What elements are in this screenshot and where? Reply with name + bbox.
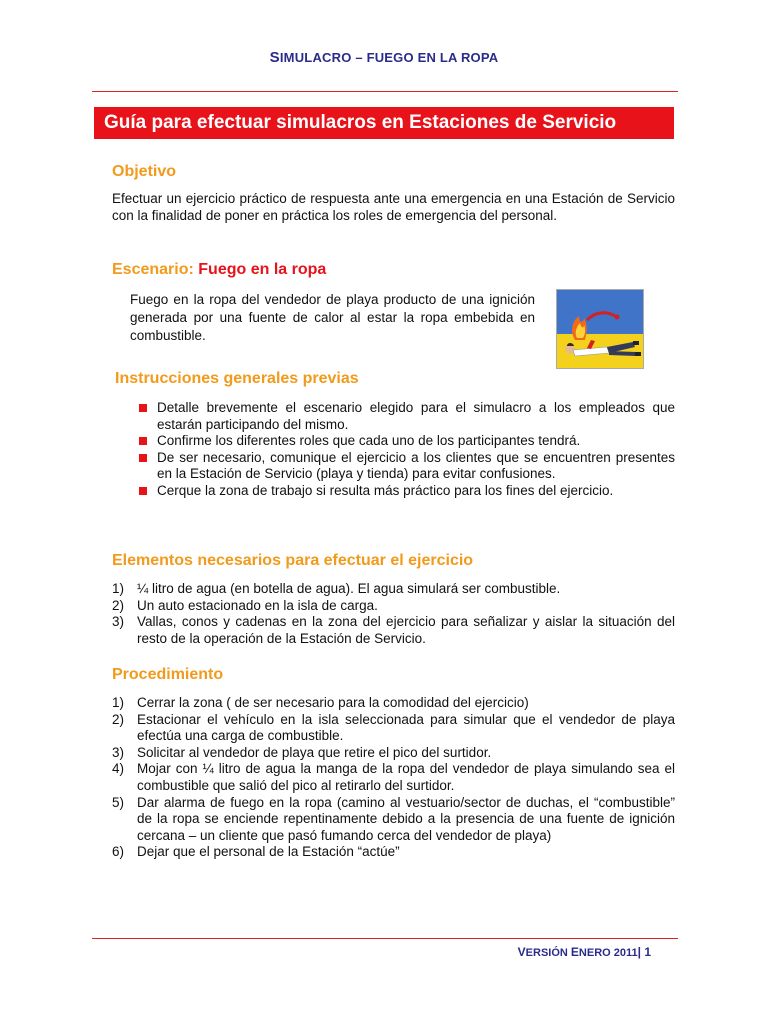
list-item-text: Dar alarma de fuego en la ropa (camino al vestuario/sector de duchas, el “combustible” de la ropa se enciende repentinamente debido a la presencia de una fuente de ignición cercana – un cliente que pasó fumando cerca del vendedor de playa) bbox=[137, 794, 675, 843]
objetivo-text: Efectuar un ejercicio práctico de respuesta ante una emergencia en una Estación de Servicio con la finalidad de poner en práctica los roles de emergencia del personal. bbox=[112, 191, 675, 223]
banner-title: Guía para efectuar simulacros en Estaciones de Servicio bbox=[104, 112, 617, 133]
header-rule bbox=[92, 91, 678, 92]
list-number: 3) bbox=[112, 744, 125, 760]
list-number: 5) bbox=[112, 794, 125, 810]
list-item bbox=[136, 433, 675, 450]
objetivo-heading: Objetivo bbox=[112, 163, 177, 180]
list-number: 1) bbox=[112, 695, 125, 710]
instrucciones-list bbox=[136, 400, 675, 499]
list-item bbox=[136, 400, 675, 433]
list-item bbox=[112, 614, 675, 647]
footer-e-initial: E bbox=[570, 945, 579, 959]
header-title-initial: S bbox=[269, 49, 280, 66]
list-item-text: De ser necesario, comunique el ejercicio a los clientes que se encuentren presentes en la Estación de Servicio (playa y tienda) para evitar confusiones. bbox=[157, 449, 675, 481]
list-number: 6) bbox=[112, 844, 125, 860]
list-number: 4) bbox=[112, 761, 125, 777]
red-square-bullet-icon bbox=[139, 487, 147, 495]
escenario-label: Escenario: bbox=[112, 261, 194, 278]
list-item-text: Un auto estacionado en la isla de carga. bbox=[137, 597, 378, 613]
list-item-text: ¼ litro de agua (en botella de agua). El agua simulará ser combustible. bbox=[137, 581, 561, 596]
footer-page-number: | 1 bbox=[637, 945, 651, 959]
escenario-value: Fuego en la ropa bbox=[198, 261, 327, 278]
document-header-title bbox=[0, 49, 768, 66]
list-item bbox=[136, 483, 675, 500]
list-item-text: Detalle brevemente el escenario elegido para el simulacro a los empleados que estarán participando del mismo. bbox=[157, 400, 675, 432]
list-number: 1) bbox=[112, 581, 125, 596]
footer-rule bbox=[92, 938, 678, 939]
person-on-fire-illustration bbox=[557, 290, 644, 369]
list-item bbox=[112, 745, 675, 762]
footer-v-initial: V bbox=[517, 945, 526, 959]
list-item-text: Confirme los diferentes roles que cada uno de los participantes tendrá. bbox=[157, 433, 581, 448]
list-item bbox=[112, 581, 675, 598]
list-item bbox=[112, 598, 675, 615]
procedimiento-heading: Procedimiento bbox=[112, 666, 224, 683]
footer-v-rest: ERSIÓN bbox=[525, 947, 571, 959]
guide-banner bbox=[94, 107, 674, 139]
list-item bbox=[112, 844, 675, 861]
footer-version bbox=[0, 945, 651, 959]
list-item bbox=[112, 761, 675, 794]
elementos-heading: Elementos necesarios para efectuar el ejercicio bbox=[112, 552, 474, 569]
instrucciones-heading: Instrucciones generales previas bbox=[115, 370, 359, 387]
list-item-text: Dejar que el personal de la Estación “actúe” bbox=[137, 844, 400, 860]
list-item-text: Solicitar al vendedor de playa que retire el pico del surtidor. bbox=[137, 744, 492, 760]
fire-in-clothing-image bbox=[556, 289, 644, 369]
list-item-text: Mojar con ¼ litro de agua la manga de la ropa del vendedor de playa simulando sea el combustible que salió del pico al retirarlo del surtidor. bbox=[137, 761, 675, 793]
header-title-rest: IMULACRO – FUEGO EN LA ROPA bbox=[279, 50, 499, 65]
list-item-text: Estacionar el vehículo en la isla seleccionada para simular que el vendedor de playa efectúa una carga de combustible. bbox=[137, 711, 675, 744]
elementos-list bbox=[112, 581, 675, 647]
list-item bbox=[112, 795, 675, 845]
list-number: 2) bbox=[112, 711, 125, 727]
list-item bbox=[112, 695, 675, 712]
list-number: 2) bbox=[112, 597, 125, 613]
footer-e-rest: NERO 2011 bbox=[578, 947, 638, 959]
list-item-text: Cerque la zona de trabajo si resulta más práctico para los fines del ejercicio. bbox=[157, 482, 614, 498]
red-square-bullet-icon bbox=[139, 454, 147, 462]
list-item-text: Vallas, conos y cadenas en la zona del ejercicio para señalizar y aislar la situación del resto de la operación de la Estación de Servicio. bbox=[137, 614, 675, 646]
procedimiento-list bbox=[112, 695, 675, 861]
red-square-bullet-icon bbox=[139, 404, 147, 412]
list-item bbox=[112, 712, 675, 745]
escenario-heading bbox=[112, 261, 326, 279]
list-item-text: Cerrar la zona ( de ser necesario para la comodidad del ejercicio) bbox=[137, 695, 529, 710]
list-item bbox=[136, 450, 675, 483]
list-number: 3) bbox=[112, 614, 125, 630]
red-square-bullet-icon bbox=[139, 437, 147, 445]
escenario-text: Fuego en la ropa del vendedor de playa producto de una ignición generada por una fuente de calor al estar la ropa embebida en combustible. bbox=[130, 292, 535, 343]
